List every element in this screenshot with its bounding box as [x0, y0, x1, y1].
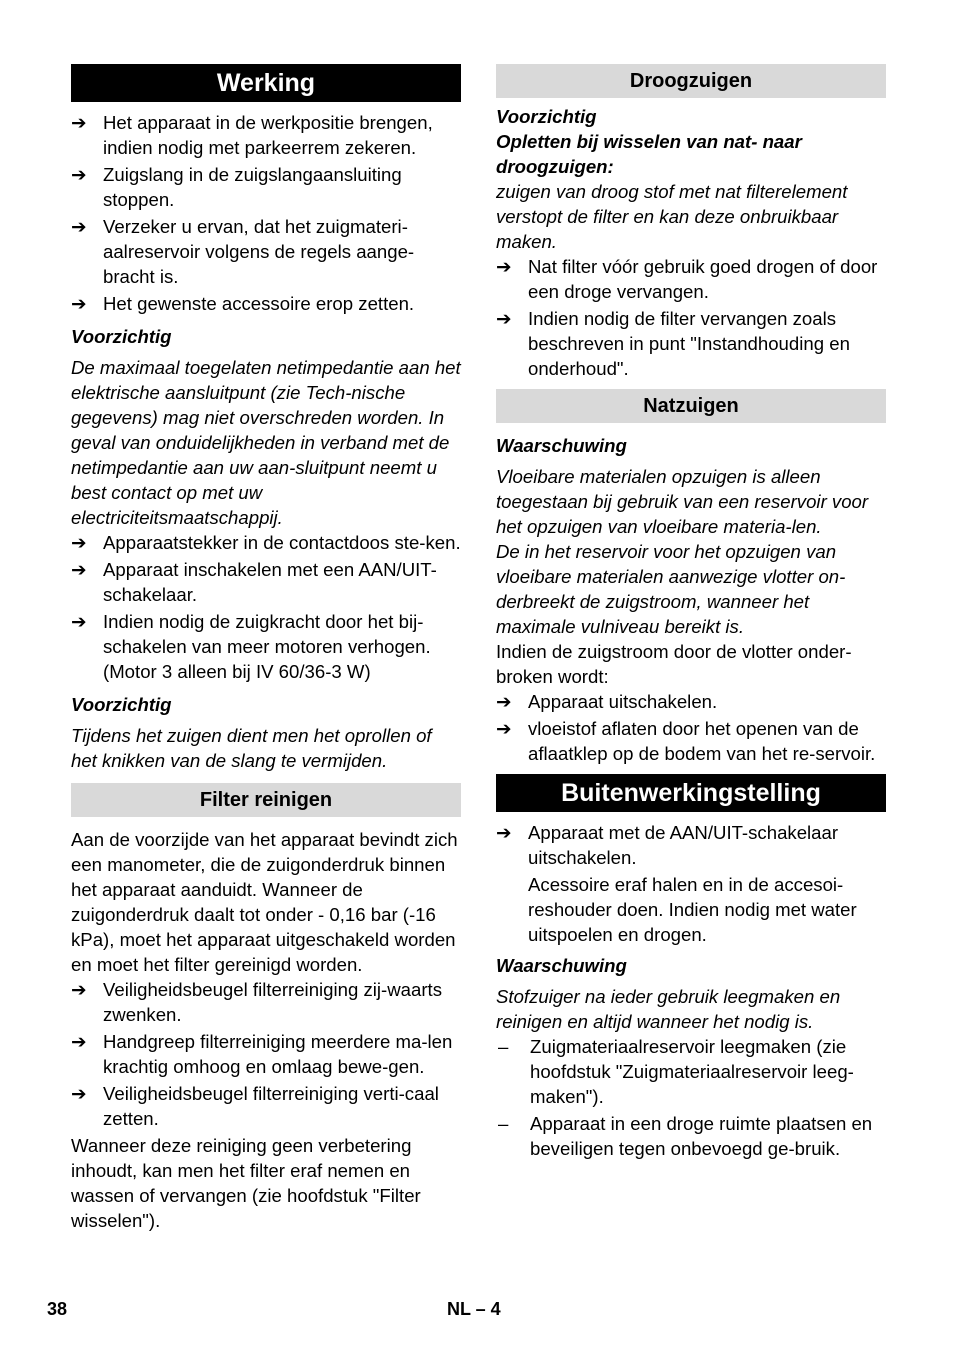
- list-item-text: Apparaat inschakelen met een AAN/UIT-schakelaar.: [103, 559, 437, 605]
- list-item-text: Zuigmateriaalreservoir leegmaken (zie hoofdstuk "Zuigmateriaalreservoir leeg-maken").: [530, 1036, 854, 1107]
- list-item: [71, 1029, 461, 1079]
- list-item-text: Veiligheidsbeugel filterreiniging zij-waarts zwenken.: [103, 979, 442, 1025]
- list-item-text: Apparaat uitschakelen.: [528, 691, 718, 712]
- arrow-icon: ➔: [496, 718, 512, 739]
- list-item-text: Handgreep filterreiniging meerdere ma-len krachtig omhoog en omlaag bewe-gen.: [103, 1031, 453, 1077]
- arrow-icon: ➔: [496, 308, 512, 329]
- list-item: [71, 557, 461, 607]
- dash-icon: –: [498, 1036, 509, 1057]
- arrow-icon: ➔: [496, 256, 512, 277]
- arrow-icon: ➔: [71, 216, 87, 237]
- list-item: [496, 716, 886, 766]
- list-item-text: Veiligheidsbeugel filterreiniging verti-caal zetten.: [103, 1083, 439, 1129]
- nat-text: Indien de zuigstroom door de vlotter onder-broken wordt:: [496, 641, 852, 687]
- list-item: [71, 291, 461, 316]
- filter-heading: Filter reinigen: [71, 783, 461, 817]
- list-item-text: Zuigslang in de zuigslangaansluiting stoppen.: [103, 164, 402, 210]
- warning-label: Waarschuwing: [496, 955, 627, 976]
- arrow-icon: ➔: [71, 164, 87, 185]
- list-item: [71, 110, 461, 160]
- list-item-text: Het apparaat in de werkpositie brengen, indien nodig met parkeerrem zekeren.: [103, 112, 433, 158]
- list-item: [496, 1111, 886, 1161]
- warning-label: Waarschuwing: [496, 435, 627, 456]
- caution-label: Voorzichtig: [71, 326, 172, 347]
- list-item-text: Indien nodig de zuigkracht door het bij-schakelen van meer motoren verhogen. (Motor 3 alleen bij IV 60/36-3 W): [103, 611, 431, 682]
- dash-icon: –: [498, 1113, 509, 1134]
- caution-text: Tijdens het zuigen dient men het oprollen of het knikken van de slang te vermijden.: [71, 725, 432, 771]
- list-item: [496, 689, 886, 714]
- caution-subtitle: Opletten bij wisselen van nat- naar droogzuigen:: [496, 131, 802, 177]
- list-item: [496, 306, 886, 381]
- buitenwerkingstelling-heading: Buitenwerkingstelling: [496, 774, 886, 812]
- list-item-text: Indien nodig de filter vervangen zoals beschreven in punt "Instandhouding en onderhoud".: [528, 308, 850, 379]
- werking-heading: Werking: [71, 64, 461, 102]
- filter-intro: Aan de voorzijde van het apparaat bevindt zich een manometer, die de zuigonderdruk binnen het apparaat aanduidt. Wanneer de zuigonderdruk daalt tot onder - 0,16 bar (-16 kPa), moet het apparaat uitgeschakeld worden en moet het filter gereinigd worden.: [71, 829, 458, 975]
- list-item-text: Apparaat in een droge ruimte plaatsen en beveiligen tegen onbevoegd ge-bruik.: [530, 1113, 873, 1159]
- caution-label: Voorzichtig: [496, 106, 597, 127]
- arrow-icon: ➔: [496, 691, 512, 712]
- list-item: [71, 609, 461, 684]
- arrow-icon: ➔: [71, 979, 87, 1000]
- page-number: 38: [47, 1299, 68, 1319]
- list-item: [71, 530, 461, 555]
- arrow-icon: ➔: [496, 822, 512, 843]
- arrow-icon: ➔: [71, 532, 87, 553]
- list-item: [71, 214, 461, 289]
- natzuigen-heading: Natzuigen: [496, 389, 886, 423]
- arrow-icon: ➔: [71, 112, 87, 133]
- arrow-icon: ➔: [71, 293, 87, 314]
- warning-text: Stofzuiger na ieder gebruik leegmaken en reinigen en altijd wanneer het nodig is.: [496, 986, 841, 1032]
- left-column: [71, 64, 461, 1233]
- list-item: [496, 254, 886, 304]
- list-item-text: Apparaatstekker in de contactdoos ste-ken.: [103, 532, 461, 553]
- warning-text: Vloeibare materialen opzuigen is alleen toegestaan bij gebruik van een reservoir voor het opzuigen van vloeibare materia-len.: [496, 466, 869, 537]
- arrow-icon: ➔: [71, 559, 87, 580]
- caution-label: Voorzichtig: [71, 694, 172, 715]
- caution-text: zuigen van droog stof met nat filterelement verstopt de filter en kan deze onbruikbaar maken.: [496, 181, 848, 252]
- warning-text: De in het reservoir voor het opzuigen van vloeibare materialen aanwezige vlotter on-derbreekt de zuigstroom, wanneer het maximale vulniveau bereikt is.: [496, 541, 846, 637]
- list-item: [496, 820, 886, 870]
- droogzuigen-heading: Droogzuigen: [496, 64, 886, 98]
- list-item-text: Nat filter vóór gebruik goed drogen of door een droge vervangen.: [528, 256, 878, 302]
- list-item: [71, 977, 461, 1027]
- list-item: [71, 1081, 461, 1131]
- arrow-icon: ➔: [71, 1031, 87, 1052]
- language-page-indicator: NL – 4: [447, 1299, 501, 1319]
- arrow-icon: ➔: [71, 611, 87, 632]
- list-item-text: Verzeker u ervan, dat het zuigmateri-aalreservoir volgens de regels aange-bracht is.: [103, 216, 415, 287]
- caution-text: De maximaal toegelaten netimpedantie aan het elektrische aansluitpunt (zie Tech-nische gegevens) mag niet overschreden worden. In geval van onduidelijkheden in verband met de netimpedantie aan uw aan-sluitpunt neemt u best contact op met uw electriciteitsmaatschappij.: [71, 357, 461, 528]
- right-column: [496, 64, 886, 1163]
- list-item-text: Apparaat met de AAN/UIT-schakelaar uitschakelen.: [528, 822, 839, 868]
- list-item: [71, 162, 461, 212]
- arrow-icon: ➔: [71, 1083, 87, 1104]
- list-item: [496, 1034, 886, 1109]
- list-item-text: Het gewenste accessoire erop zetten.: [103, 293, 415, 314]
- list-item-text: vloeistof aflaten door het openen van de aflaatklep op de bodem van het re-servoir.: [528, 718, 876, 764]
- filter-outro: Wanneer deze reiniging geen verbetering inhoudt, kan men het filter eraf nemen en wassen of vervangen (zie hoofdstuk "Filter wisselen").: [71, 1135, 421, 1231]
- indented-text: Acessoire eraf halen en in de accesoi-reshouder doen. Indien nodig met water uitspoelen en drogen.: [528, 874, 857, 945]
